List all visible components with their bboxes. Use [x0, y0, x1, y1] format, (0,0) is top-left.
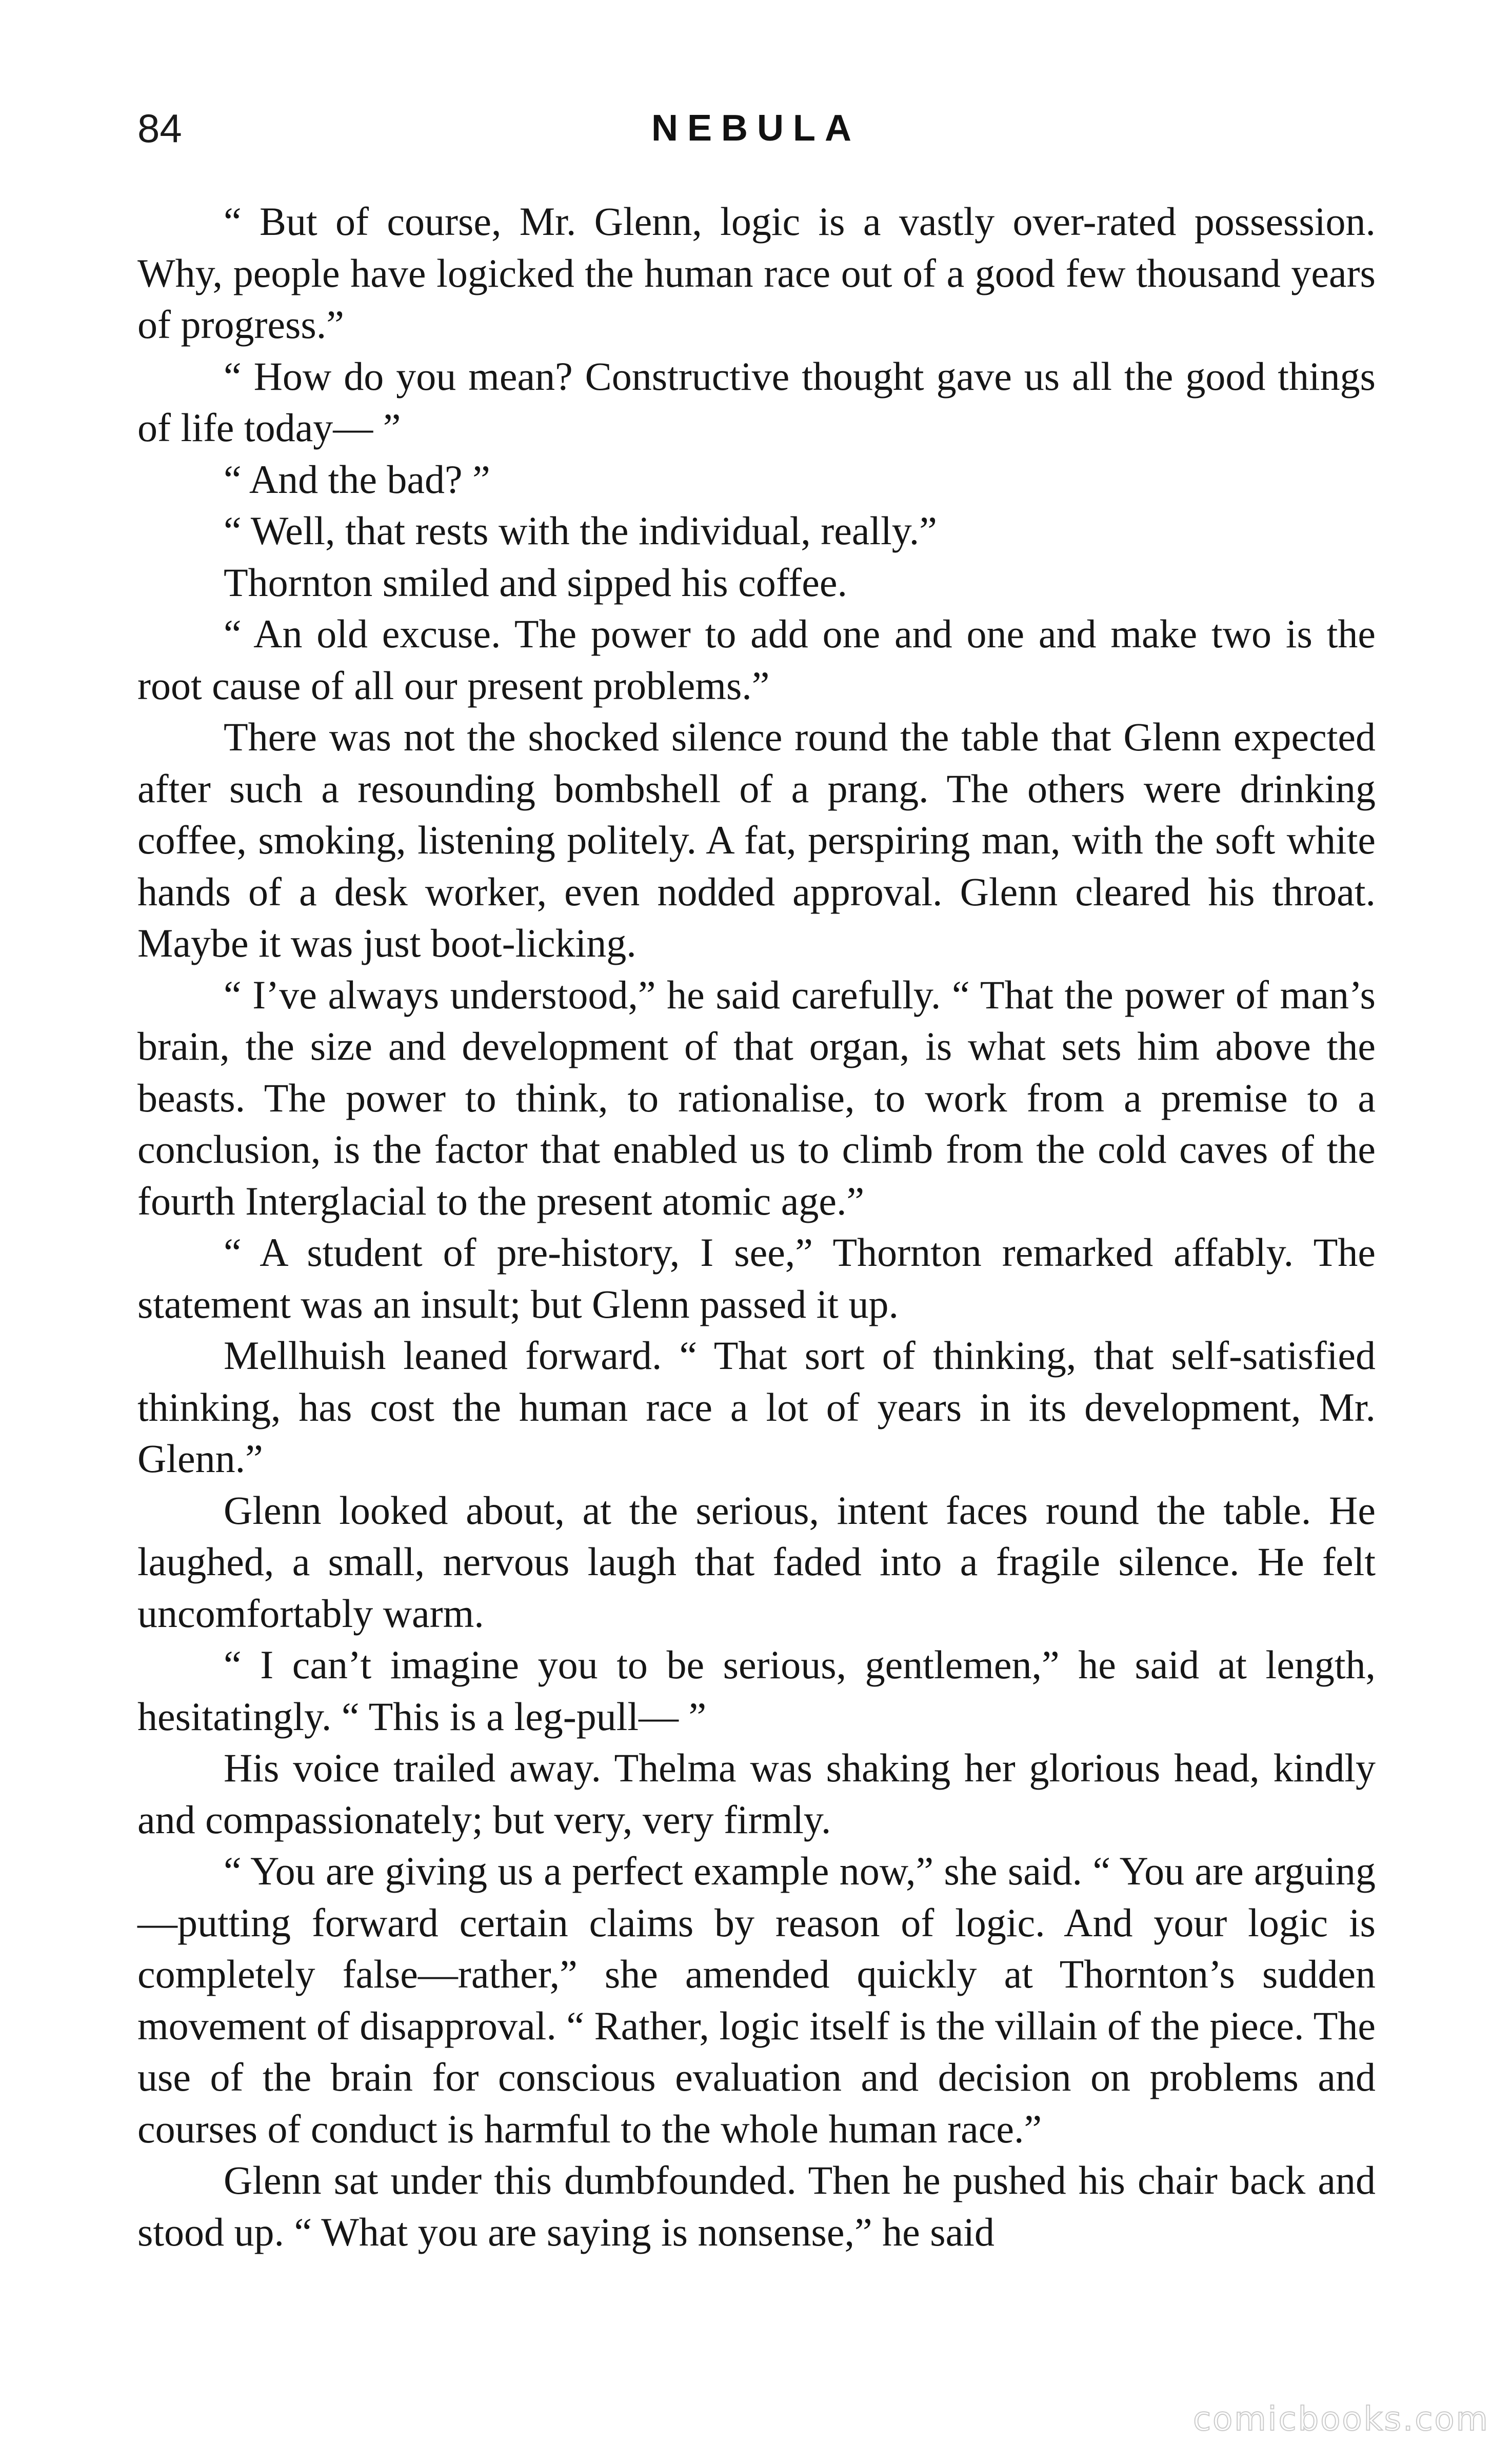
paragraph: Glenn sat under this dumbfounded. Then he pushed his chair back and stood up. “ What you are saying is nonsense,” he said [137, 2158, 1376, 2254]
paragraph: “ A student of pre-history, I see,” Thornton remarked affably. The statement was an insult; but Glenn passed it up. [137, 1230, 1376, 1326]
running-title: NEBULA [651, 108, 861, 149]
paragraph: Thornton smiled and sipped his coffee. [224, 560, 847, 605]
paragraph: Glenn looked about, at the serious, intent faces round the table. He laughed, a small, nervous laugh that faded into a fragile silence. He felt uncomfortably warm. [137, 1487, 1376, 1636]
paragraph: “ But of course, Mr. Glenn, logic is a vastly over-rated possession. Why, people have logicked the human race out of a good few thousand years of progress.” [137, 199, 1376, 347]
paragraph: “ Well, that rests with the individual, really.” [224, 508, 937, 553]
paragraph: “ You are giving us a perfect example now,” she said. “ You are arguing—putting forward certain claims by reason of logic. And your logic is completely false—rather,” she amended quickly at Thornton’s sudden movement of disapproval. “ Rather, logic itself is the villain of the piece. The use of the brain for conscious evaluation and decision on problems and courses of conduct is harmful to the whole human race.” [137, 1849, 1376, 2151]
paragraph: There was not the shocked silence round the table that Glenn expected after such a resounding bombshell of a prang. The others were drinking coffee, smoking, listening politely. A fat, perspiring man, with the soft white hands of a desk worker, even nodded approval. Glenn cleared his throat. Maybe it was just boot-licking. [137, 714, 1376, 965]
paragraph: “ And the bad? ” [224, 456, 490, 502]
paragraph: His voice trailed away. Thelma was shaking her glorious head, kindly and compassionately; but very, very firmly. [137, 1745, 1376, 1842]
paragraph: “ How do you mean? Constructive thought gave us all the good things of life today— ” [137, 353, 1376, 450]
paragraph: “ I can’t imagine you to be serious, gentlemen,” he said at length, hesitatingly. “ This is a leg-pull— ” [137, 1642, 1376, 1739]
page-number: 84 [137, 106, 182, 151]
page-header [135, 97, 1377, 169]
source-watermark: comicbooks.com [1192, 2400, 1489, 2438]
paragraph: “ I’ve always understood,” he said carefully. “ That the power of man’s brain, the size and development of that organ, is what sets him above the beasts. The power to think, to rationalise, to work from a premise to a conclusion, is the factor that enabled us to climb from the cold caves of the fourth Interglacial to the present atomic age.” [137, 972, 1376, 1223]
paragraph: “ An old excuse. The power to add one and one and make two is the root cause of all our present problems.” [137, 611, 1376, 708]
paragraph: Mellhuish leaned forward. “ That sort of thinking, that self-satisfied thinking, has cost the human race a lot of years in its development, Mr. Glenn.” [137, 1333, 1376, 1481]
body-text [137, 196, 1376, 2258]
